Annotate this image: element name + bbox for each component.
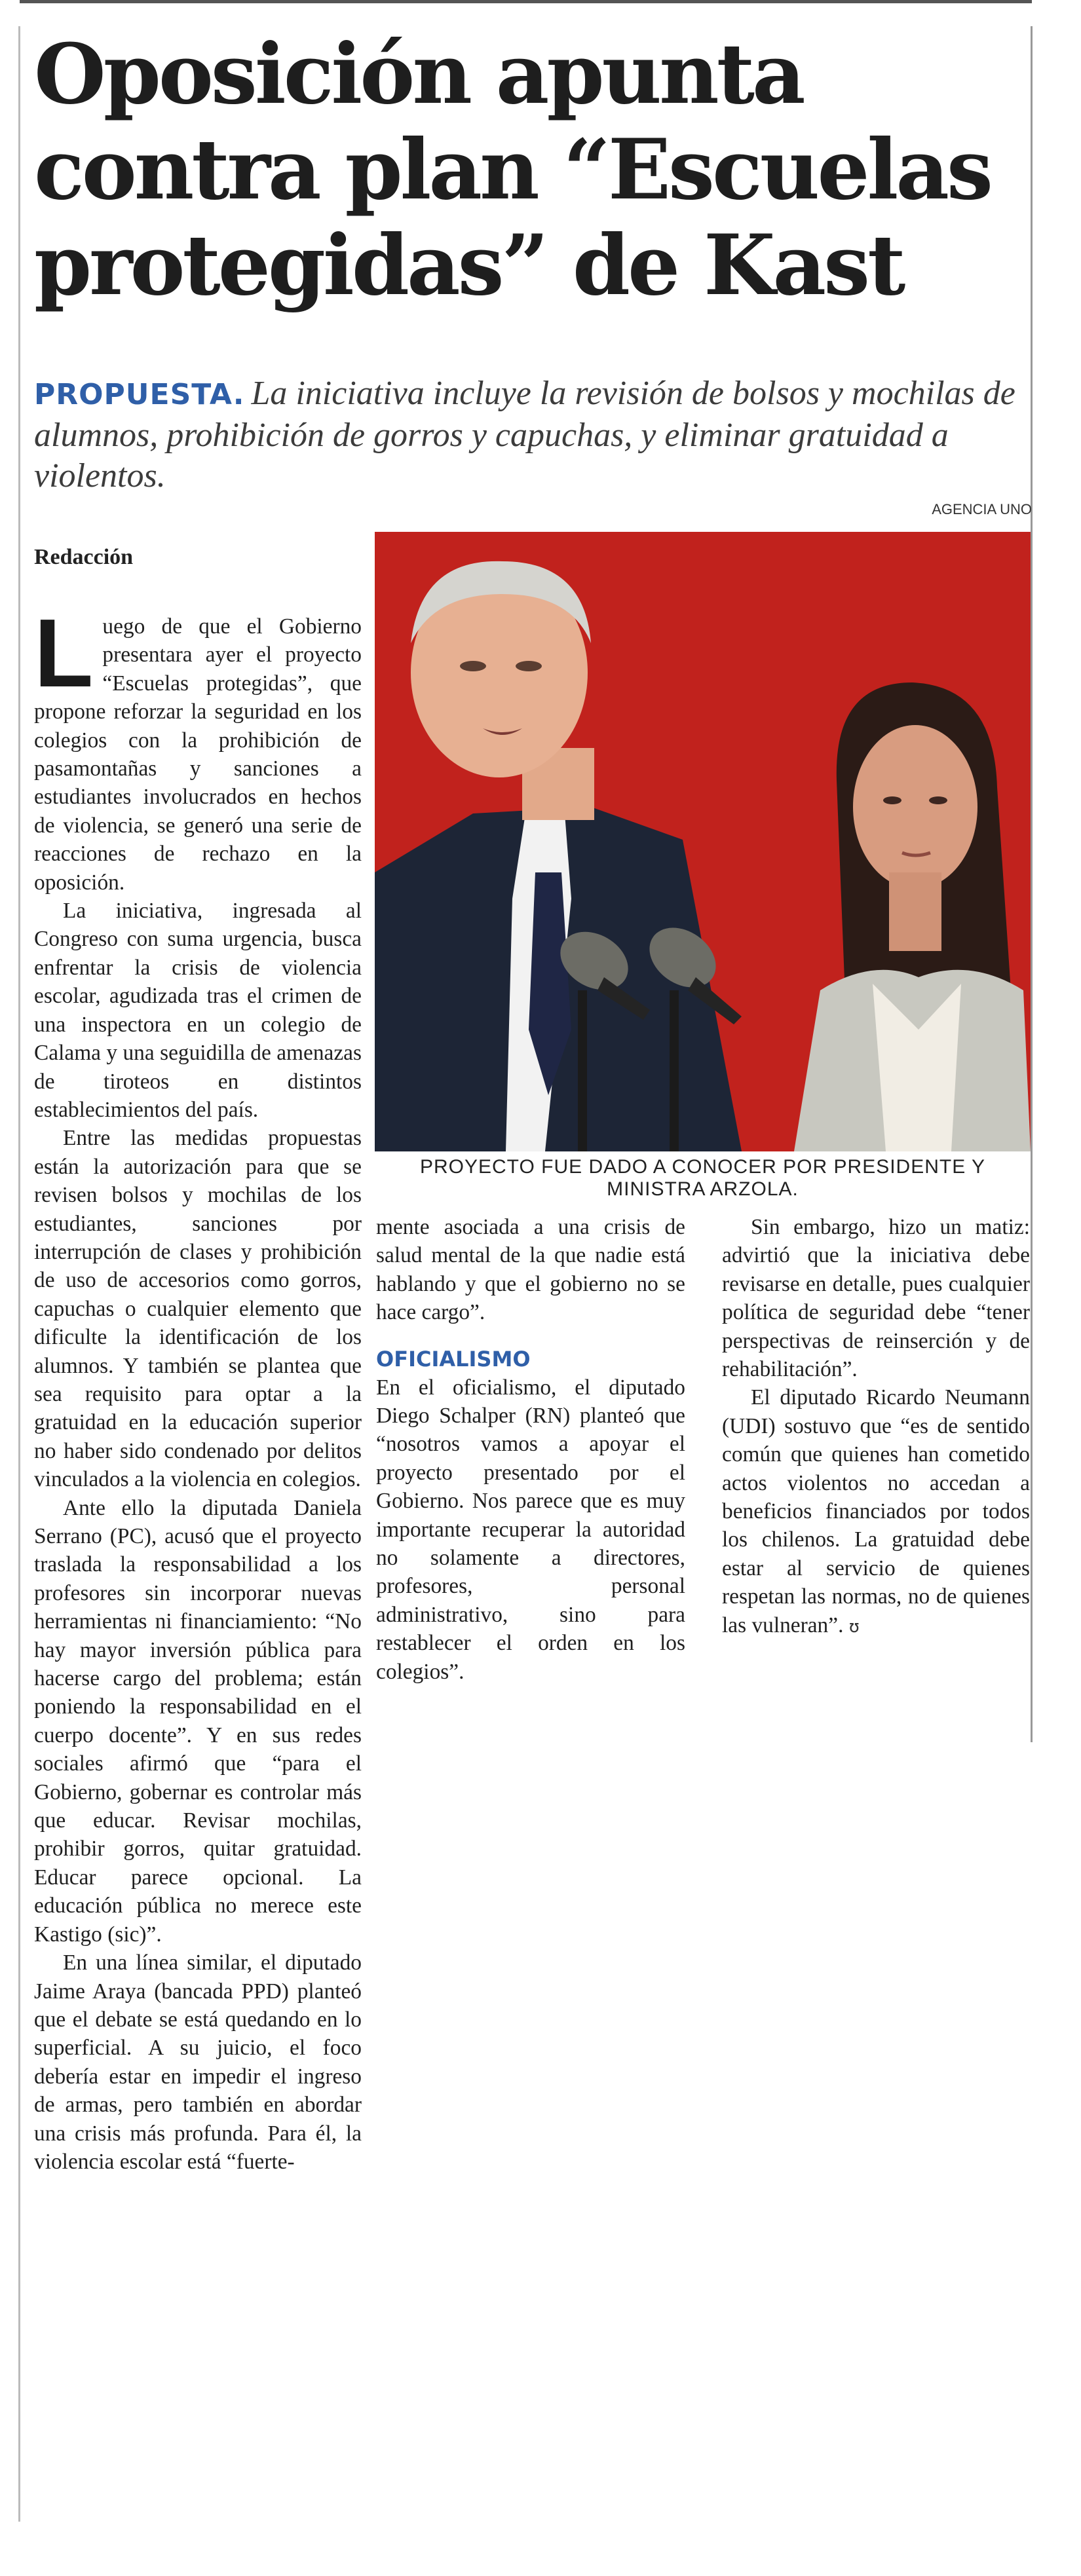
press-conference-illustration bbox=[375, 532, 1031, 1151]
article-photo bbox=[375, 532, 1031, 1151]
article-column-1 bbox=[34, 599, 362, 2176]
headline-line-3: protegidas” de Kast bbox=[34, 217, 903, 314]
final-paragraph-text: El diputado Ricardo Neumann (UDI) sostuvo que “es de sentido común que quienes han cometido actos violentos no accedan a beneficios financiados por todos los chilenos. La gratuidad debe estar al servicio de quienes respetan las normas, no de quienes las vulneran”. bbox=[722, 1385, 1030, 1637]
continued-paragraph: mente asociada a una crisis de salud mental de la que nadie está hablando y que el gobierno no se hace cargo”. bbox=[376, 1215, 685, 1325]
byline: Redacción bbox=[34, 545, 134, 569]
headline-line-1: Oposición apunta bbox=[34, 26, 803, 122]
paragraph: Sin embargo, hizo un matiz: advirtió que la iniciativa debe revisarse en detalle, pues cualquier política de seguridad debe “tener perspectivas de reinserción y de rehabilitación”. bbox=[722, 1215, 1030, 1382]
article-column-2 bbox=[376, 1213, 685, 1686]
section-subhead: OFICIALISMO bbox=[376, 1346, 531, 1372]
end-mark-icon: ʊ bbox=[848, 1616, 860, 1637]
left-column-rule bbox=[18, 26, 20, 2522]
first-paragraph-text: uego de que el Gobierno presentara ayer el proyecto “Escuelas protegidas”, que propone reforzar la seguridad en los colegios con la prohibición de pasamontañas y sanciones a estudiantes involucrados en hechos de violencia, se generó una serie de reacciones de rechazo en la oposición. bbox=[34, 614, 362, 895]
paragraph: La iniciativa, ingresada al Congreso con suma urgencia, busca enfrentar la crisis de violencia escolar, agudizada tras el crimen de una inspectora en un colegio de Calama y una seguidilla de amenazas de tiroteos en distintos establecimientos del país. bbox=[34, 899, 362, 1122]
final-paragraph bbox=[722, 1383, 1030, 1641]
deck bbox=[34, 373, 1017, 496]
first-paragraph bbox=[34, 599, 362, 897]
photo-credit: AGENCIA UNO bbox=[932, 501, 1032, 517]
right-column-rule bbox=[1031, 26, 1033, 1742]
paragraph: En una línea similar, el diputado Jaime Araya (bancada PPD) planteó que el debate se está quedando en lo superficial. A su juicio, el foco debería estar en impedir el ingreso de armas, pero también en abordar una crisis más profunda. Para él, la violencia escolar está “fuerte- bbox=[34, 1951, 362, 2174]
paragraph: En el oficialismo, el diputado Diego Schalper (RN) planteó que “nosotros vamos a apoyar el proyecto presentado por el Gobierno. Nos parece que es muy importante recuperar la autoridad no solamente a directores, profesores, personal administrativo, sino para restablecer el orden en los colegios”. bbox=[376, 1375, 685, 1684]
paragraph: Ante ello la diputada Daniela Serrano (PC), acusó que el proyecto traslada la responsabilidad a los profesores sin incorporar nuevas herramientas ni financiamiento: “No hay mayor inversión pública para hacerse cargo del problema; están poniendo la responsabilidad en el cuerpo docente”. Y en sus redes sociales afirmó que “para el Gobierno, gobernar es controlar más que educar. Revisar mochilas, prohibir gorros, quitar gratuidad. Educar parece opcional. La educación pública no merece este Kastigo (sic)”. bbox=[34, 1495, 362, 1947]
top-rule bbox=[20, 0, 1032, 3]
headline-line-2: contra plan “Escuelas bbox=[34, 121, 991, 218]
paragraph: Entre las medidas propuestas están la autorización para que se revisen bolsos y mochilas de los estudiantes, sanciones por interrupción de clases y prohibición de uso de accesorios como gorros, capuchas o cualquier elemento que dificulte la identificación de los alumnos. Y también se plantea que sea requisito para optar a la gratuidad en la educación superior no haber sido condenado por delitos vinculados a la violencia en colegios. bbox=[34, 1126, 362, 1492]
deck-kicker: PROPUESTA. bbox=[34, 378, 245, 411]
headline bbox=[34, 26, 1017, 313]
deck-text: La iniciativa incluye la revisión de bolsos y mochilas de alumnos, prohibición de gorros y capuchas, y eliminar gratuidad a violentos. bbox=[34, 375, 1015, 495]
photo-caption: PROYECTO FUE DADO A CONOCER POR PRESIDENTE Y MINISTRA ARZOLA. bbox=[419, 1156, 986, 1200]
drop-cap: L bbox=[34, 599, 94, 707]
article-column-3 bbox=[722, 1213, 1030, 1641]
